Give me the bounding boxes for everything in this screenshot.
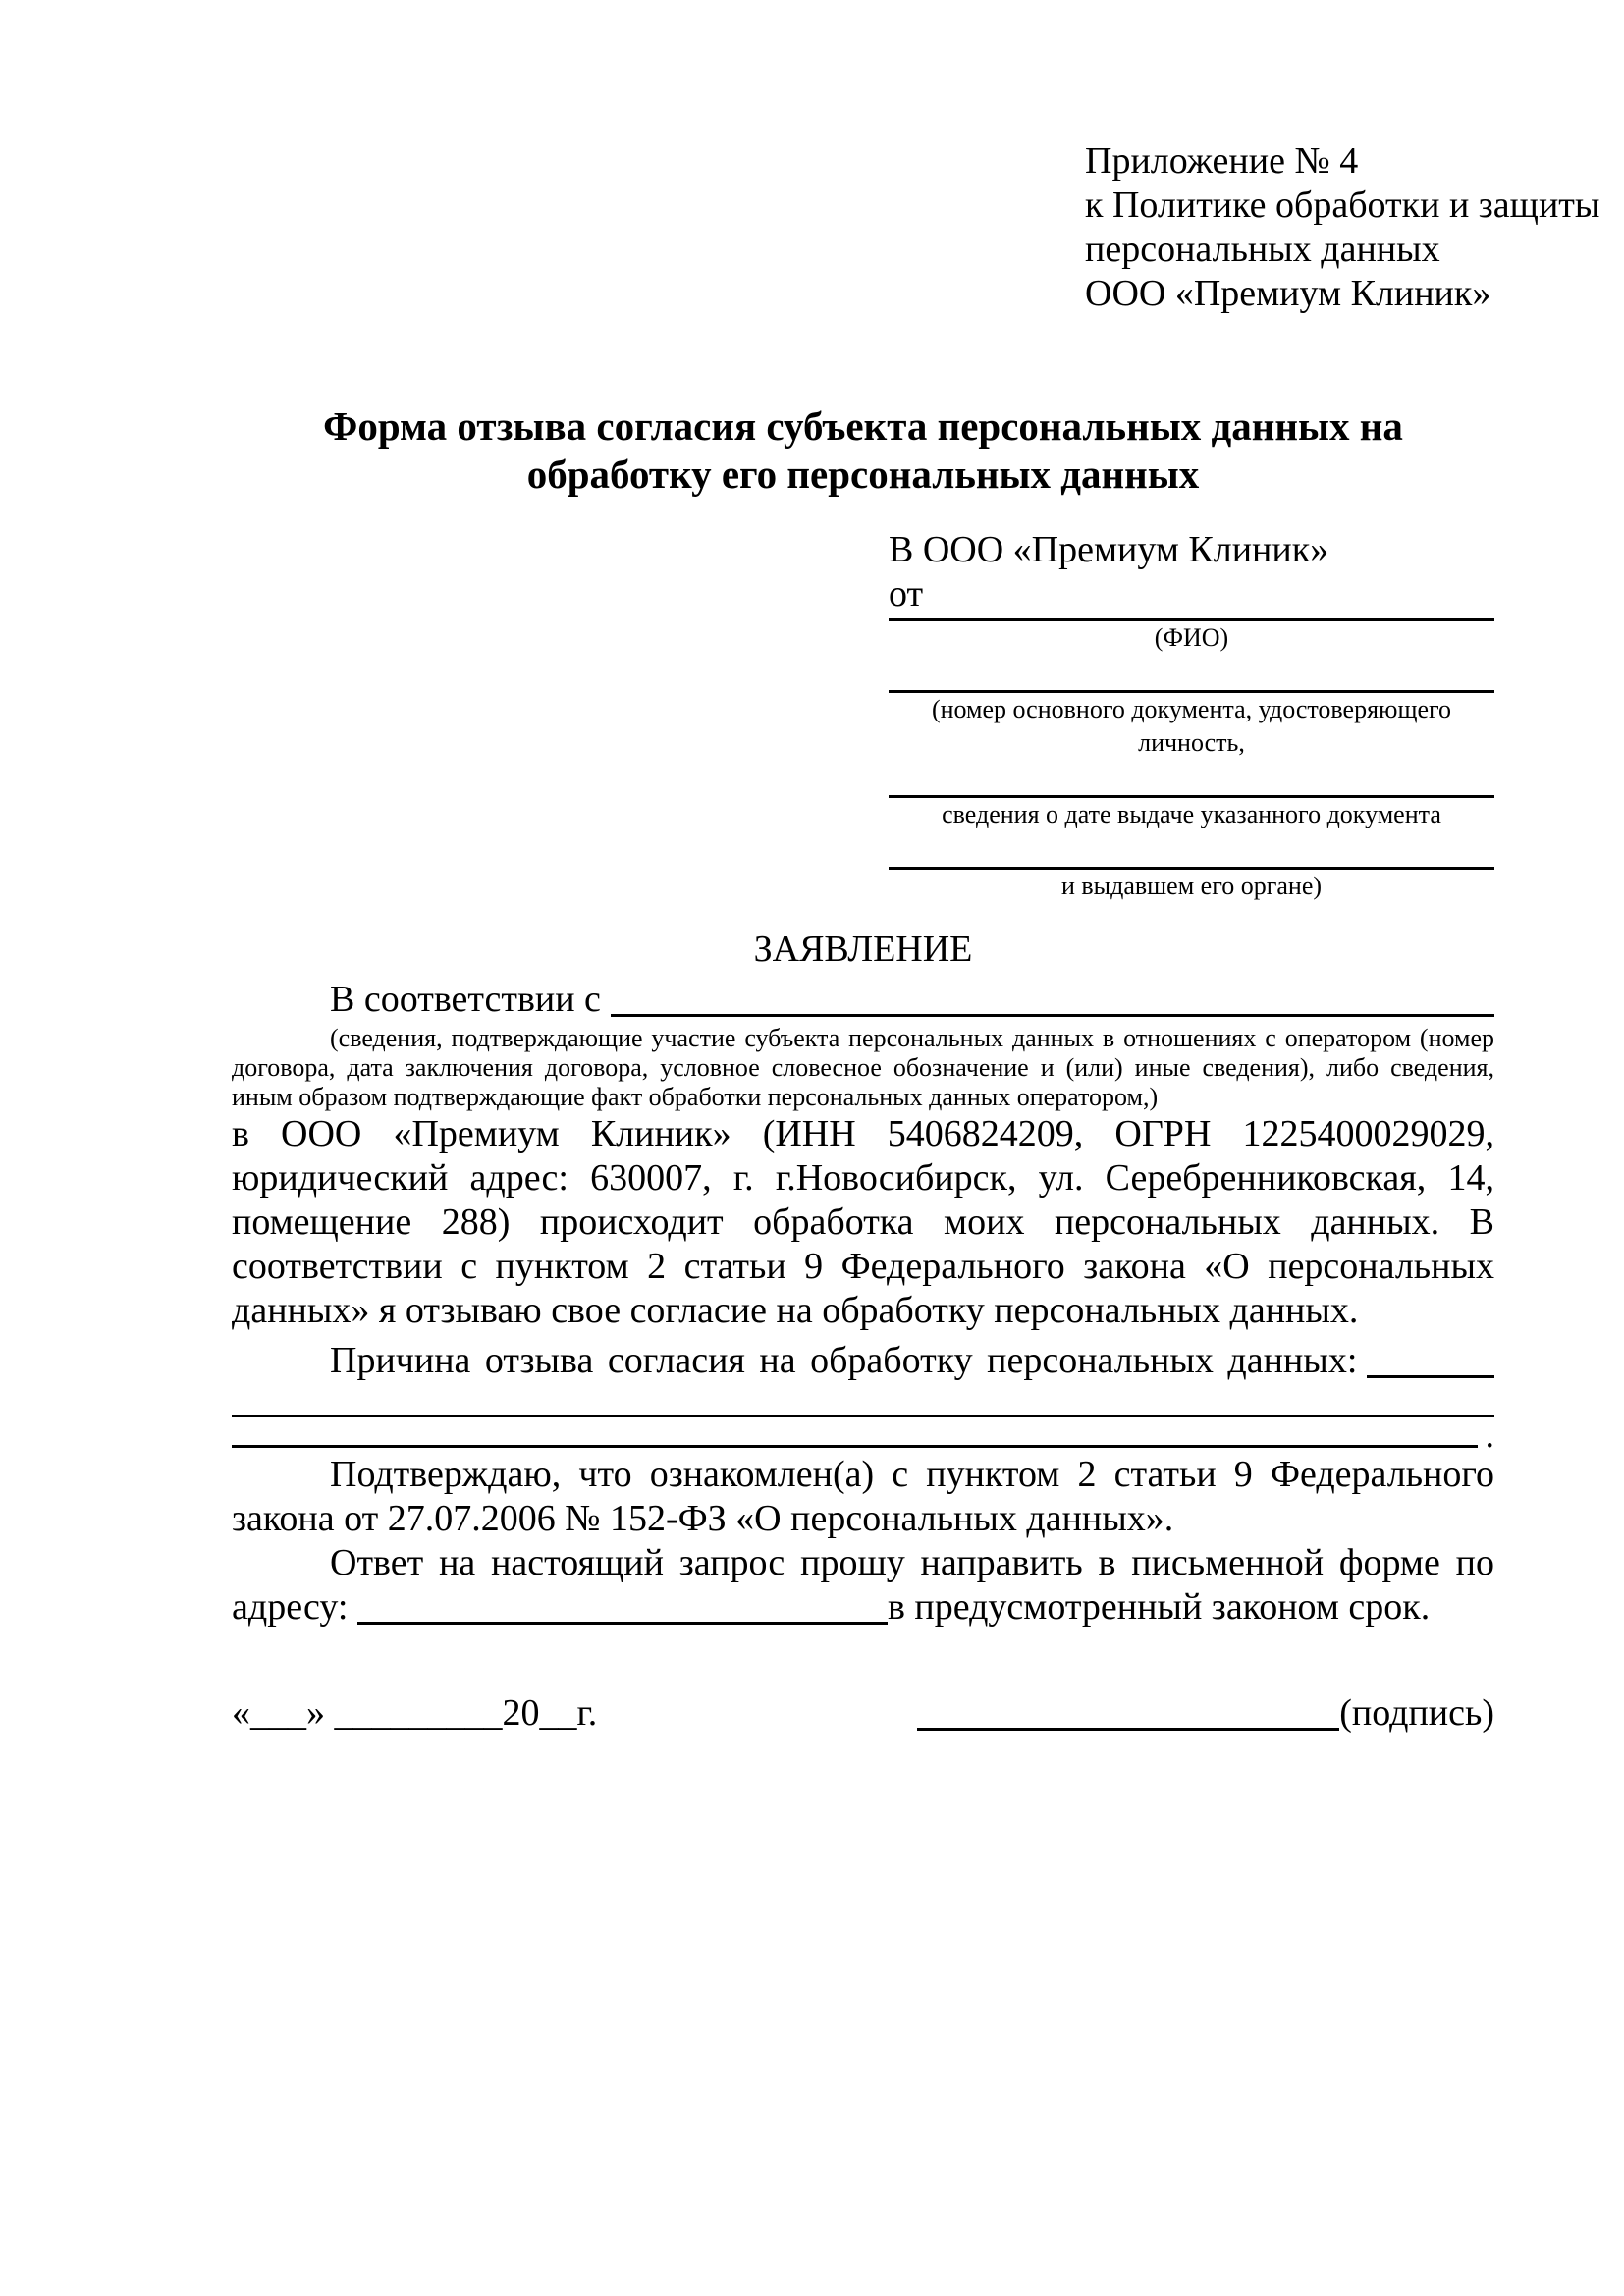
signature-row xyxy=(232,1690,1494,1735)
appendix-line-3: персональных данных xyxy=(1085,229,1440,270)
appendix-line-4: ООО «Премиум Клиник» xyxy=(1085,273,1491,314)
issue-date-caption: сведения о дате выдаче указанного документа xyxy=(942,800,1441,828)
addressee-block xyxy=(889,528,1494,903)
addressee-from-label: от xyxy=(889,573,924,614)
issuing-authority-caption: и выдавшем его органе) xyxy=(1060,872,1323,900)
appendix-line-1: Приложение № 4 xyxy=(1085,140,1359,182)
issue-date-input-line[interactable] xyxy=(889,760,1494,798)
confirm-paragraph: Подтверждаю, что ознакомлен(а) с пунктом 2 статьи 9 Федерального закона от 27.07.2006 № 152-ФЗ «О персональных данных». xyxy=(232,1454,1494,1539)
appendix-block xyxy=(1085,139,1600,316)
reply-paragraph xyxy=(232,1541,1494,1629)
address-input-line[interactable] xyxy=(357,1622,888,1625)
reason-label: Причина отзыва согласия на обработку персональных данных: xyxy=(330,1340,1358,1381)
issuing-authority-input-line[interactable] xyxy=(889,831,1494,870)
basis-input-line[interactable] xyxy=(611,978,1494,1017)
document-number-input-line[interactable] xyxy=(889,655,1494,693)
addressee-to: В ООО «Премиум Клиник» xyxy=(889,529,1329,570)
reason-row xyxy=(232,1339,1494,1383)
reply-prefix: Ответ на настоящий запрос прошу направить в письменной форме по адресу: xyxy=(232,1542,1494,1628)
basis-row xyxy=(232,978,1494,1022)
signature-group xyxy=(917,1690,1494,1735)
reason-line-terminator: . xyxy=(1485,1415,1494,1456)
reason-input-line-2[interactable] xyxy=(232,1385,1494,1417)
reason-input-line-3[interactable] xyxy=(232,1417,1478,1448)
fio-caption: (ФИО) xyxy=(1154,623,1229,652)
signature-caption: (подпись) xyxy=(1339,1692,1494,1734)
document-number-caption: (номер основного документа, удостоверяющего личность, xyxy=(931,695,1452,757)
reason-input-line-1[interactable] xyxy=(1367,1339,1494,1378)
statement-heading: ЗАЯВЛЕНИЕ xyxy=(753,929,973,970)
reason-line-3-row xyxy=(232,1415,1494,1456)
date-placeholder-field[interactable]: «___» _________20__г. xyxy=(232,1692,598,1734)
appendix-line-2: к Политике обработки и защиты xyxy=(1085,185,1600,226)
document-title: Форма отзыва согласия субъекта персональных данных на обработку его персональных данных xyxy=(323,403,1403,497)
basis-prefix: В соответствии с xyxy=(330,979,601,1020)
basis-fine-print: (сведения, подтверждающие участие субъекта персональных данных в отношениях с оператором (номер договора, дата заключения договора, условное словесное обозначение и (или) иные сведения), либо сведения, иным образом подтверждающие факт обработки персональных данных оператором,) xyxy=(232,1024,1494,1111)
main-paragraph: в ООО «Премиум Клиник» (ИНН 5406824209, ОГРН 1225400029029, юридический адрес: 630007, г. г.Новосибирск, ул. Серебренниковская, 14, помещение 288) происходит обработка моих персональных данных. В соответствии с пунктом 2 статьи 9 Федерального закона «О персональных данных» я отзываю свое согласие на обработку персональных данных. xyxy=(232,1113,1494,1331)
reply-suffix: в предусмотренный законом срок. xyxy=(887,1586,1431,1628)
signature-input-line[interactable] xyxy=(917,1728,1339,1731)
